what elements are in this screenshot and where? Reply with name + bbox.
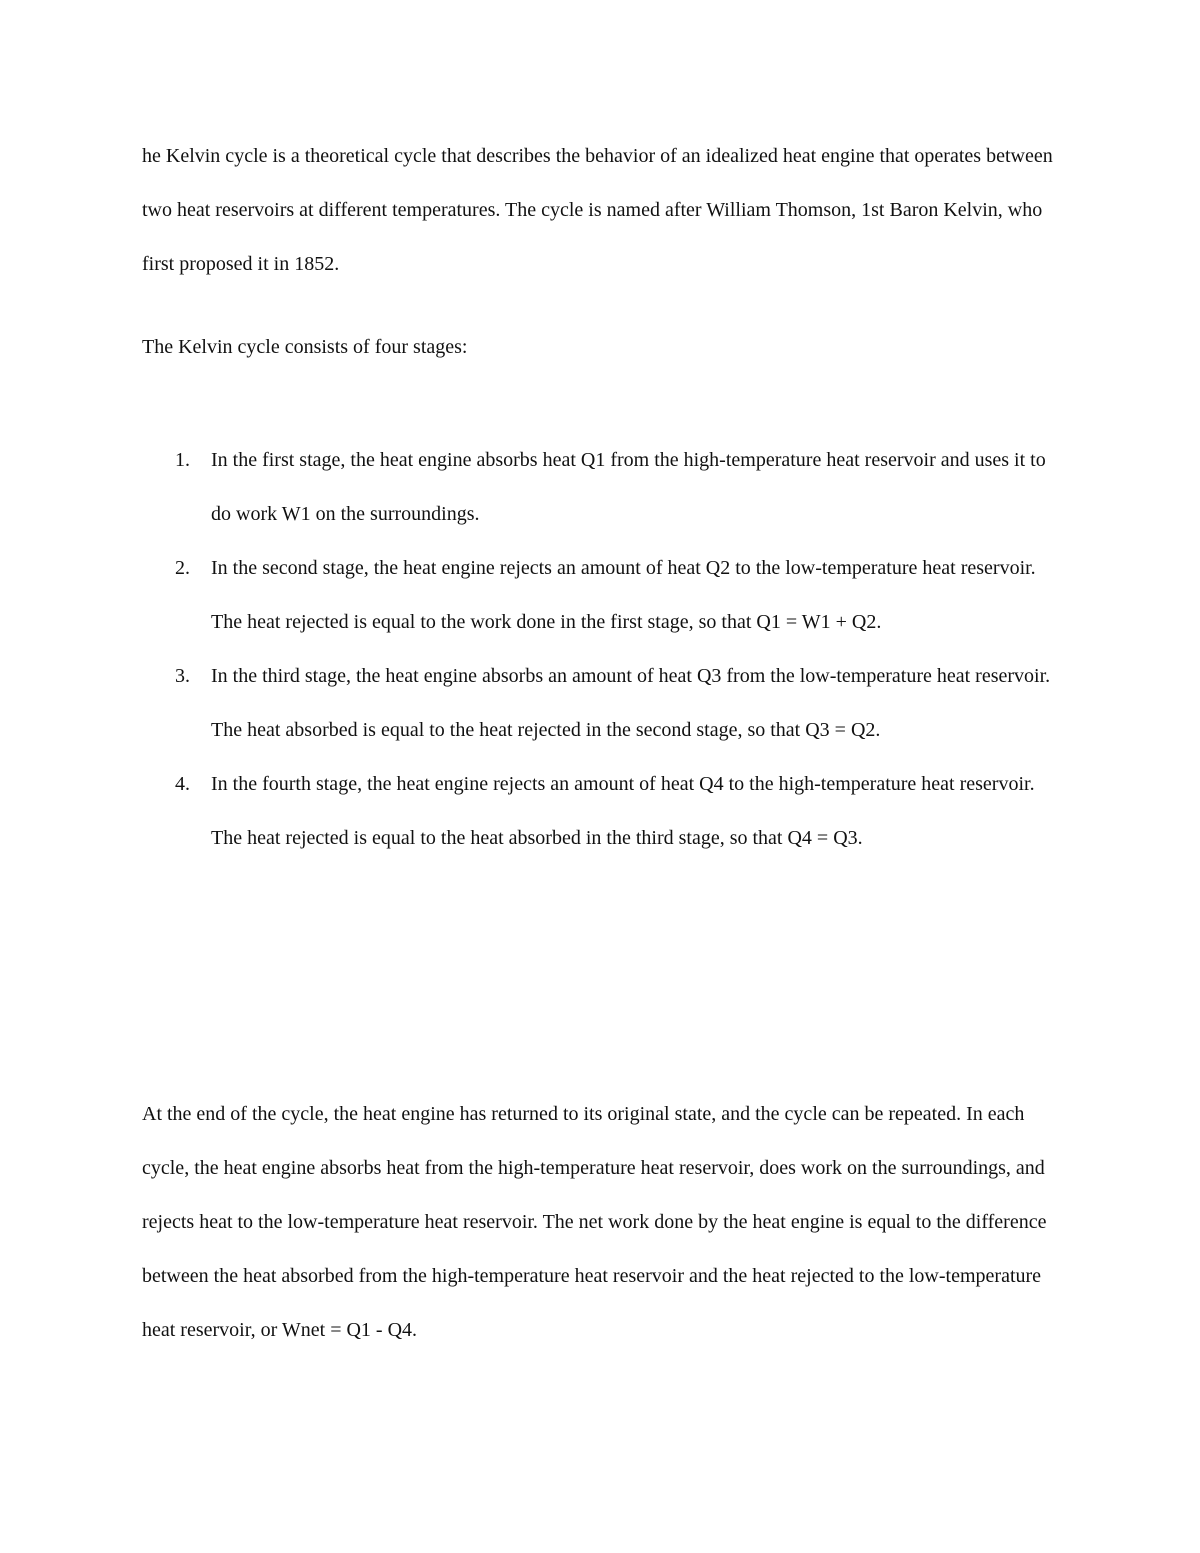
stage-number: 4. xyxy=(175,773,190,795)
stage-item-2 xyxy=(142,541,1062,649)
stage-number: 2. xyxy=(175,557,190,579)
stage-text: In the third stage, the heat engine absorbs an amount of heat Q3 from the low-temperature heat reservoir. The heat absorbed is equal to the heat rejected in the second stage, so that Q3 = Q2. xyxy=(211,665,1051,741)
stages-list xyxy=(142,433,1062,865)
intro-paragraph: he Kelvin cycle is a theoretical cycle that describes the behavior of an idealized heat engine that operates between two heat reservoirs at different temperatures. The cycle is named after William Thomson, 1st Baron Kelvin, who first proposed it in 1852. xyxy=(142,145,1053,275)
stage-text: In the second stage, the heat engine rejects an amount of heat Q2 to the low-temperature heat reservoir. The heat rejected is equal to the work done in the first stage, so that Q1 = W1 + Q2. xyxy=(211,557,1036,633)
stage-text: In the first stage, the heat engine absorbs heat Q1 from the high-temperature heat reservoir and uses it to do work W1 on the surroundings. xyxy=(211,449,1046,525)
stage-number: 3. xyxy=(175,665,190,687)
stage-item-1 xyxy=(142,433,1062,541)
stage-text: In the fourth stage, the heat engine rejects an amount of heat Q4 to the high-temperature heat reservoir. The heat rejected is equal to the heat absorbed in the third stage, so that Q4 = Q3. xyxy=(211,773,1035,849)
stage-item-3 xyxy=(142,649,1062,757)
stage-item-4 xyxy=(142,757,1062,865)
closing-paragraph: At the end of the cycle, the heat engine has returned to its original state, and the cycle can be repeated. In each cycle, the heat engine absorbs heat from the high-temperature heat reservoir, does work on the surroundings, and rejects heat to the low-temperature heat reservoir. The net work done by the heat engine is equal to the difference between the heat absorbed from the high-temperature heat reservoir and the heat rejected to the low-temperature heat reservoir, or Wnet = Q1 - Q4. xyxy=(142,1103,1047,1341)
stages-intro-paragraph: The Kelvin cycle consists of four stages: xyxy=(142,336,468,358)
stage-number: 1. xyxy=(175,449,190,471)
